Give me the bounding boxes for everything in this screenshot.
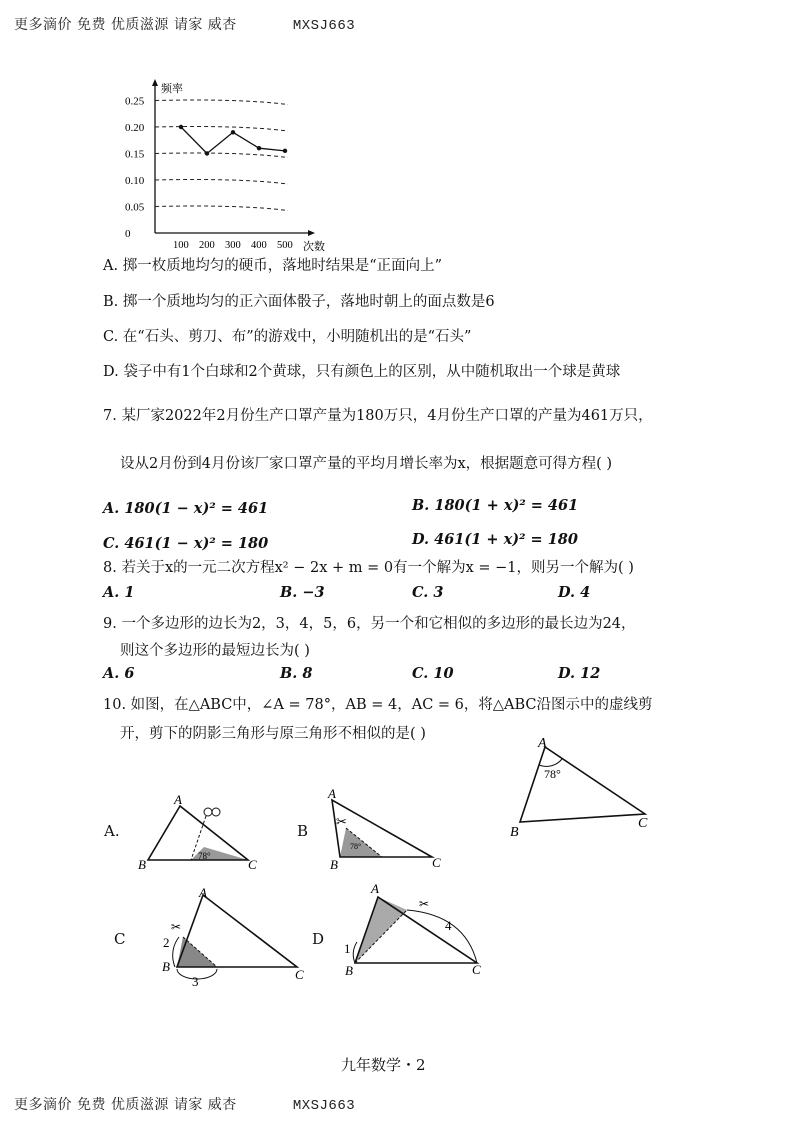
q6-option-b: B. 掷一个质地均匀的正六面体骰子，落地时朝上的面点数是6 [103,294,495,310]
vertex-b-label: B [162,959,170,974]
fig-option-d [335,880,495,985]
angle-label: 78° [198,851,211,861]
page-header [14,14,355,34]
data-point-4 [283,149,287,153]
y-axis-arrow [152,79,158,86]
vertex-a-label: A [174,792,182,807]
grid-line-2 [155,153,288,158]
q6-option-a: A. 掷一枚质地均匀的硬币，落地时结果是“正面向上” [103,258,443,274]
scissors-icon [204,808,212,816]
fig-option-d-label: D [312,930,325,948]
scissors-icon: ✂ [171,920,182,934]
grid-line-3 [155,127,288,132]
x-tick-label-3: 400 [251,240,267,251]
data-point-3 [257,146,261,150]
data-point-1 [205,151,209,155]
vertex-a-label: A [199,885,207,900]
scissors-icon: ✂ [336,814,347,829]
q9-text-line2: 则这个多边形的最短边长为( ) [120,643,310,659]
fig-option-a [136,790,266,875]
fig-option-c-label: C [114,930,126,948]
main-triangle-figure [500,735,670,845]
fig-option-c [155,885,315,995]
fig-option-b-label: B [297,822,309,840]
q6-option-d: D. 袋子中有1个白球和2个黄球，只有颜色上的区别，从中随机取出一个球是黄球 [103,364,621,380]
q8-option-d: D. 4 [558,584,591,601]
y-tick-label-2: 0.15 [125,148,145,161]
vertex-c-label: C [432,855,441,870]
vertex-c-label: C [248,857,257,872]
data-point-2 [231,130,235,134]
vertex-a-label: A [328,786,336,801]
y-tick-label-3: 0.10 [125,175,145,187]
x-tick-label-4: 500 [277,240,293,251]
scissors-icon-b [212,808,220,816]
side-label-4: 4 [445,918,452,933]
q10-text-line2: 开，剪下的阴影三角形与原三角形不相似的是( ) [120,726,426,742]
x-tick-label-2: 300 [225,240,241,251]
footer-text: 更多滴价 免费 优质滋源 请家 威杏 [14,1097,237,1113]
x-axis-title: 次数 [303,241,325,253]
footer-code: MXSJ663 [292,1098,356,1114]
angle-arc [539,759,562,766]
y-tick-label-0: 0.25 [125,95,145,108]
vertex-b-label: B [138,857,146,872]
q7-text-line2: 设从2月份到4月份该厂家口罩产量的平均月增长率为x，根据题意可得方程( ) [120,456,613,472]
q7-option-b: B. 180(1 + x)² = 461 [412,497,579,514]
q7-option-a: A. 180(1 − x)² = 461 [103,500,269,517]
q9-option-b: B. 8 [280,665,313,682]
q9-option-d: D. 12 [558,665,601,682]
vertex-a-label: A [371,881,379,896]
y-tick-label-5: 0 [125,228,131,240]
side-label-1: 1 [344,941,351,956]
page-footer [14,1094,355,1114]
q10-text-line1: 10. 如图，在△ABC中，∠A = 78°，AB = 4，AC = 6，将△ABC沿图示中的虚线剪 [103,697,653,713]
x-tick-label-0: 100 [173,240,189,251]
q9-text-line1: 9. 一个多边形的边长为2，3，4，5，6，另一个和它相似的多边形的最长边为24， [103,616,636,632]
y-tick-label-4: 0.05 [125,201,145,214]
page-number: 九年数学・2 [341,1056,426,1074]
scissors-icon: ✂ [419,897,430,911]
vertex-b-label: B [330,857,338,872]
grid-line-1 [155,180,288,185]
grid-line-4 [155,100,288,105]
header-code: MXSJ663 [292,18,356,34]
q8-option-c: C. 3 [412,584,444,601]
vertex-c-label: C [472,962,481,977]
x-axis-arrow [308,230,315,236]
fig-option-b [320,785,450,875]
data-point-0 [179,125,183,129]
vertex-c-label: C [638,816,648,831]
side-label-2: 2 [163,935,170,950]
q8-option-a: A. 1 [103,584,135,601]
shaded-triangle [355,897,407,963]
side-label-3: 3 [192,974,199,989]
y-tick-label-1: 0.20 [125,122,145,134]
header-text: 更多滴价 免费 优质滋源 请家 威杏 [14,17,237,33]
vertex-c-label: C [295,967,304,982]
q7-option-c: C. 461(1 − x)² = 180 [103,535,269,552]
angle-label: 78° [544,767,561,781]
fig-option-a-label: A. [104,822,120,840]
grid-line-0 [155,206,288,211]
q6-option-c: C. 在“石头、剪刀、布”的游戏中，小明随机出的是“石头” [103,329,472,345]
q7-text-line1: 7. 某厂家2022年2月份生产口罩产量为180万只，4月份生产口罩的产量为461万只， [103,408,653,424]
q8-text: 8. 若关于x的一元二次方程x² − 2x + m = 0有一个解为x = −1，则另一个解为( ) [103,560,634,576]
y-axis-title: 频率 [161,83,183,95]
x-tick-label-1: 200 [199,240,215,251]
q7-option-d: D. 461(1 + x)² = 180 [412,531,578,548]
angle-label: 78° [350,842,362,851]
q9-option-a: A. 6 [103,665,135,682]
vertex-a-label: A [538,736,547,751]
triangle-abc [520,747,645,822]
vertex-b-label: B [345,963,353,978]
frequency-chart [100,76,330,256]
vertex-b-label: B [510,825,519,840]
q8-option-b: B. −3 [280,584,325,601]
q9-option-c: C. 10 [412,665,454,682]
